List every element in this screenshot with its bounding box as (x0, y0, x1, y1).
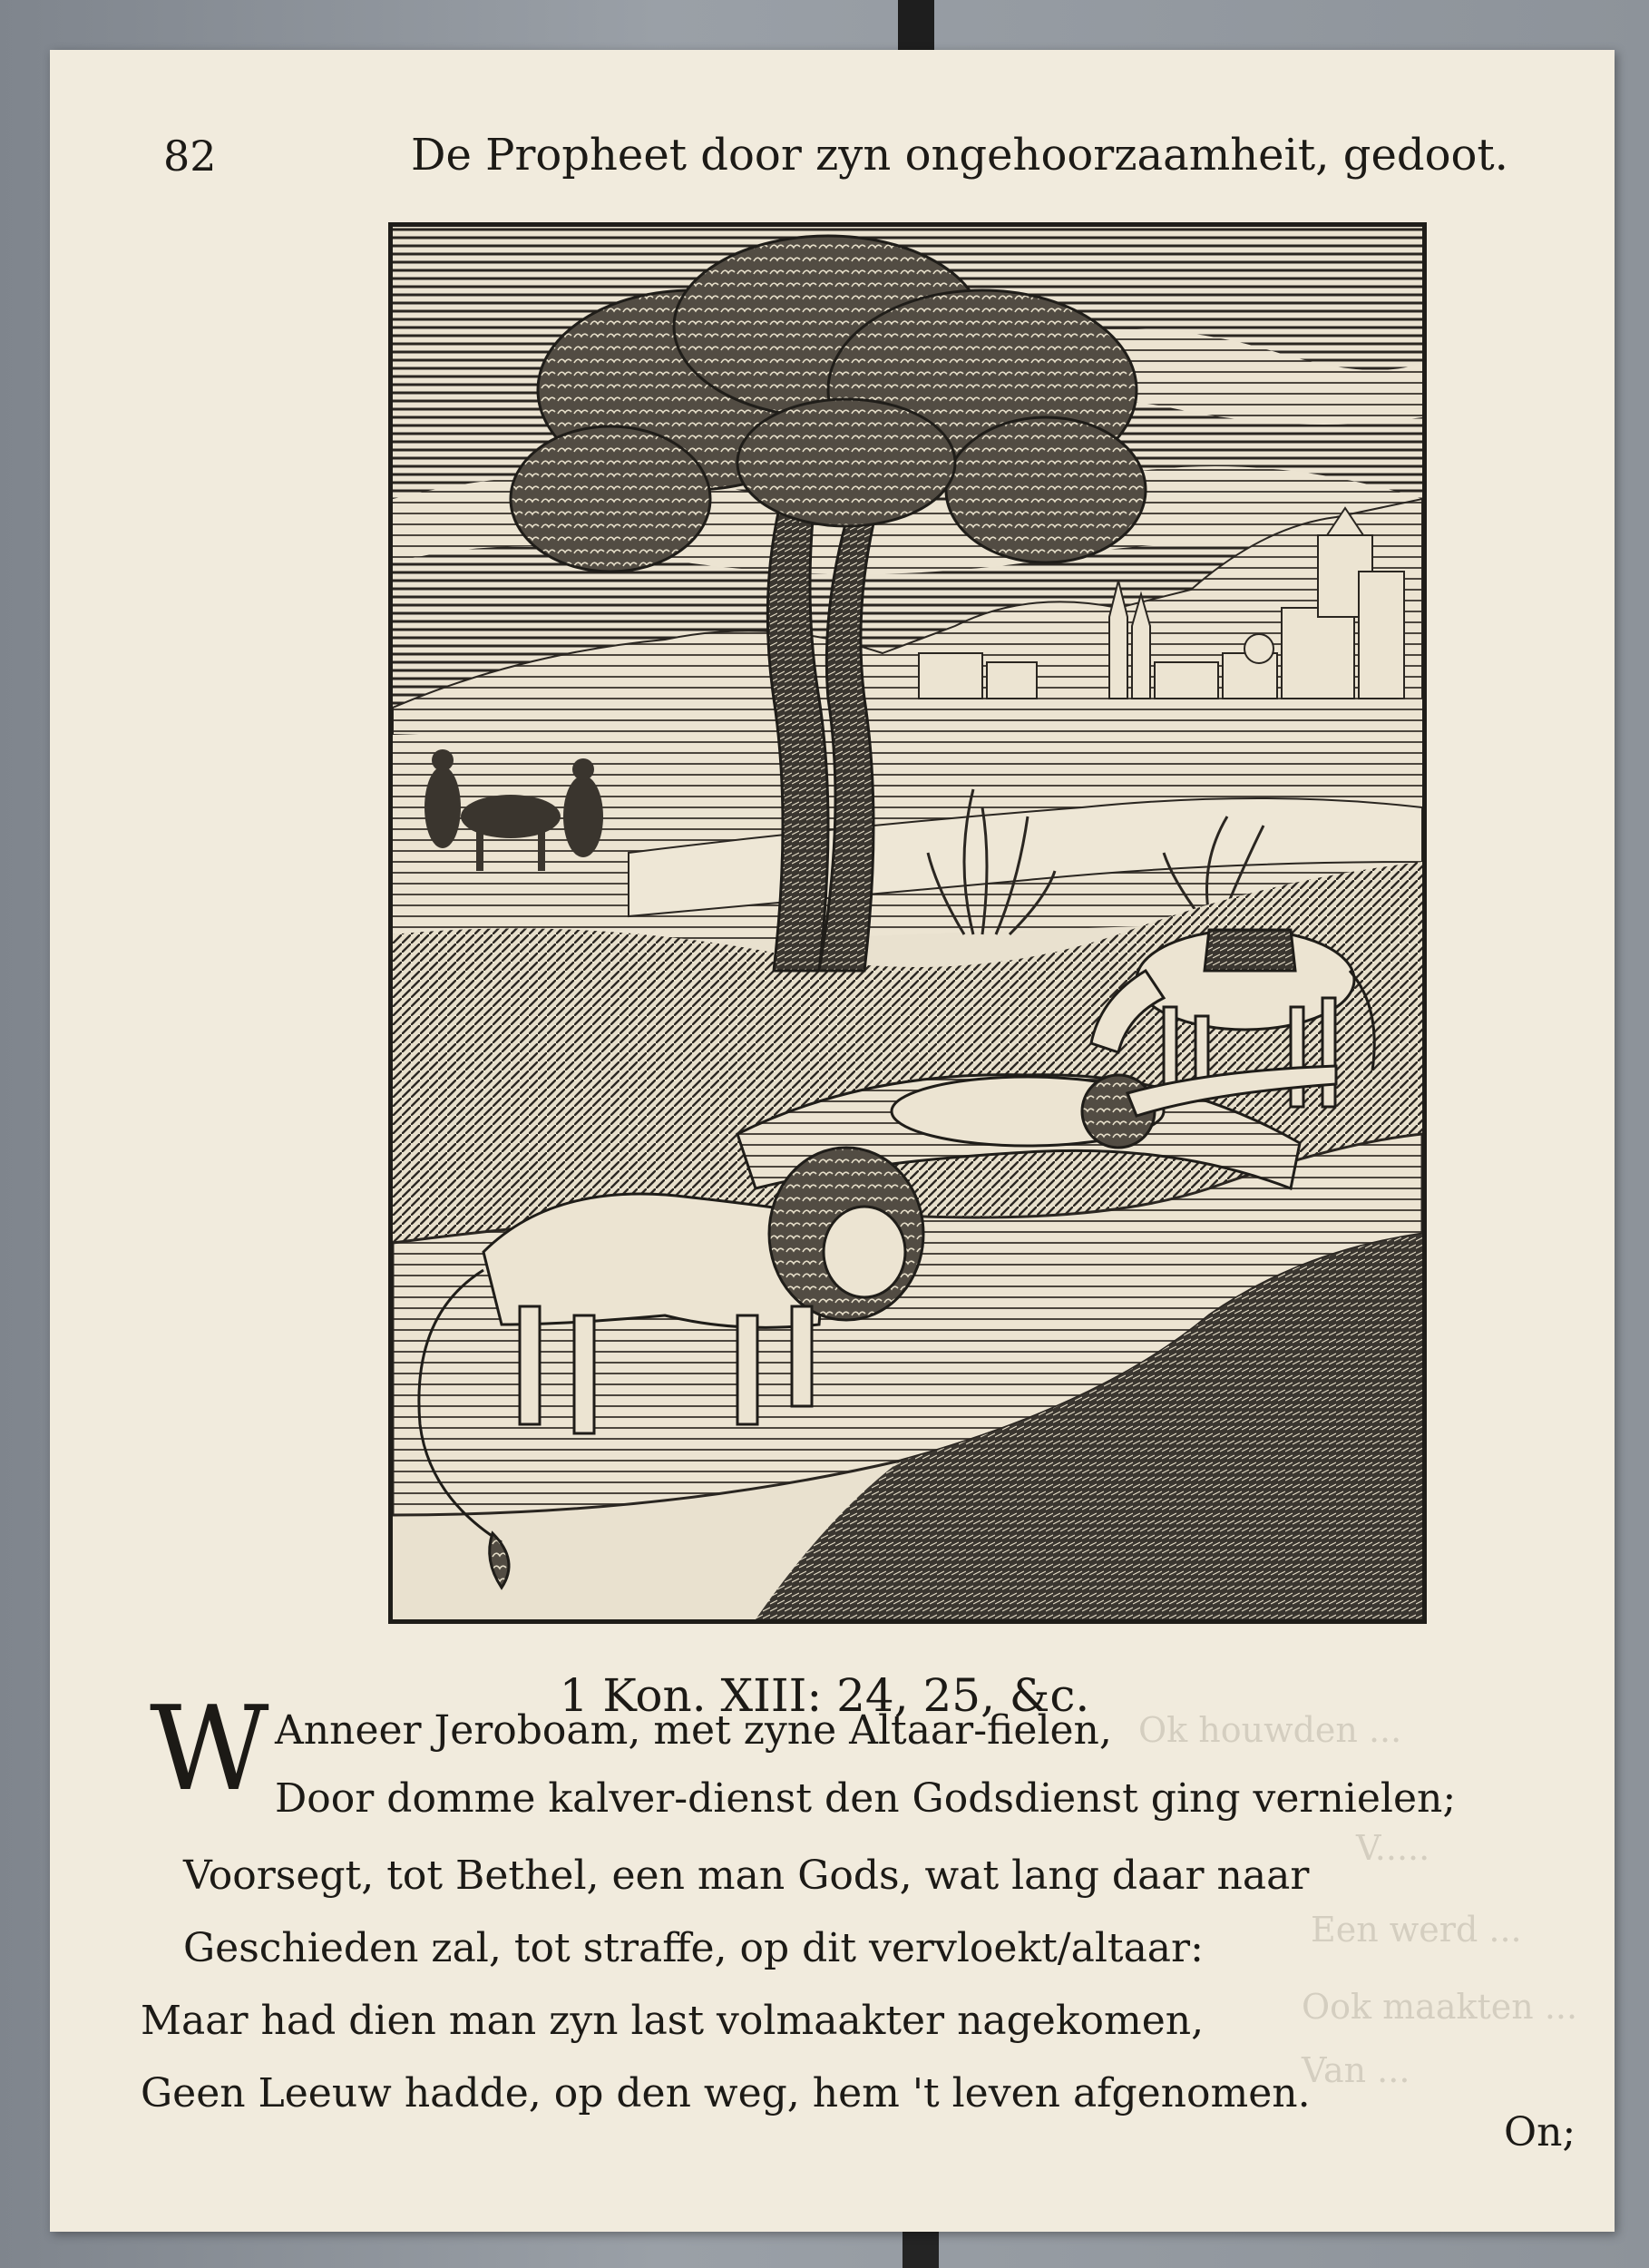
verse-line-4: Geschieden zal, tot straffe, op dit vervloekt/altaar: (183, 1925, 1204, 1971)
verse-line-3: Voorsegt, tot Bethel, een man Gods, wat lang daar naar (183, 1853, 1310, 1899)
woodcut-illustration (388, 222, 1427, 1624)
book-page (50, 50, 1615, 2232)
verse-line-5: Maar had dien man zyn last volmaakter nagekomen, (141, 1998, 1205, 2044)
verse-line-6: Geen Leeuw hadde, op den weg, hem 't leven afgenomen. (141, 2070, 1311, 2116)
catchword: On; (1504, 2109, 1576, 2156)
bleed-through-text: Van ... (1302, 2050, 1410, 2090)
bleed-through-text: Ok houwden ... (1138, 1710, 1402, 1750)
verse-line-2: Door domme kalver-dienst den Godsdienst ging vernielen; (275, 1775, 1457, 1822)
woodcut-scene (393, 227, 1422, 1619)
running-head: De Propheet door zyn ongehoorzaamheit, gedoot. (411, 130, 1508, 181)
bleed-through-text: Een werd ... (1311, 1910, 1522, 1950)
page-number: 82 (163, 132, 217, 181)
binding-clip-top (898, 0, 934, 56)
bleed-through-text: Ook maakten ... (1302, 1987, 1578, 2027)
scripture-reference: 1 Kon. XIII: 24, 25, &c. (559, 1669, 1090, 1722)
verse-line-1: Anneer Jeroboam, met zyne Altaar-fielen, (275, 1707, 1112, 1754)
bleed-through-text: V..... (1356, 1828, 1430, 1868)
drop-cap: W (150, 1682, 269, 1817)
